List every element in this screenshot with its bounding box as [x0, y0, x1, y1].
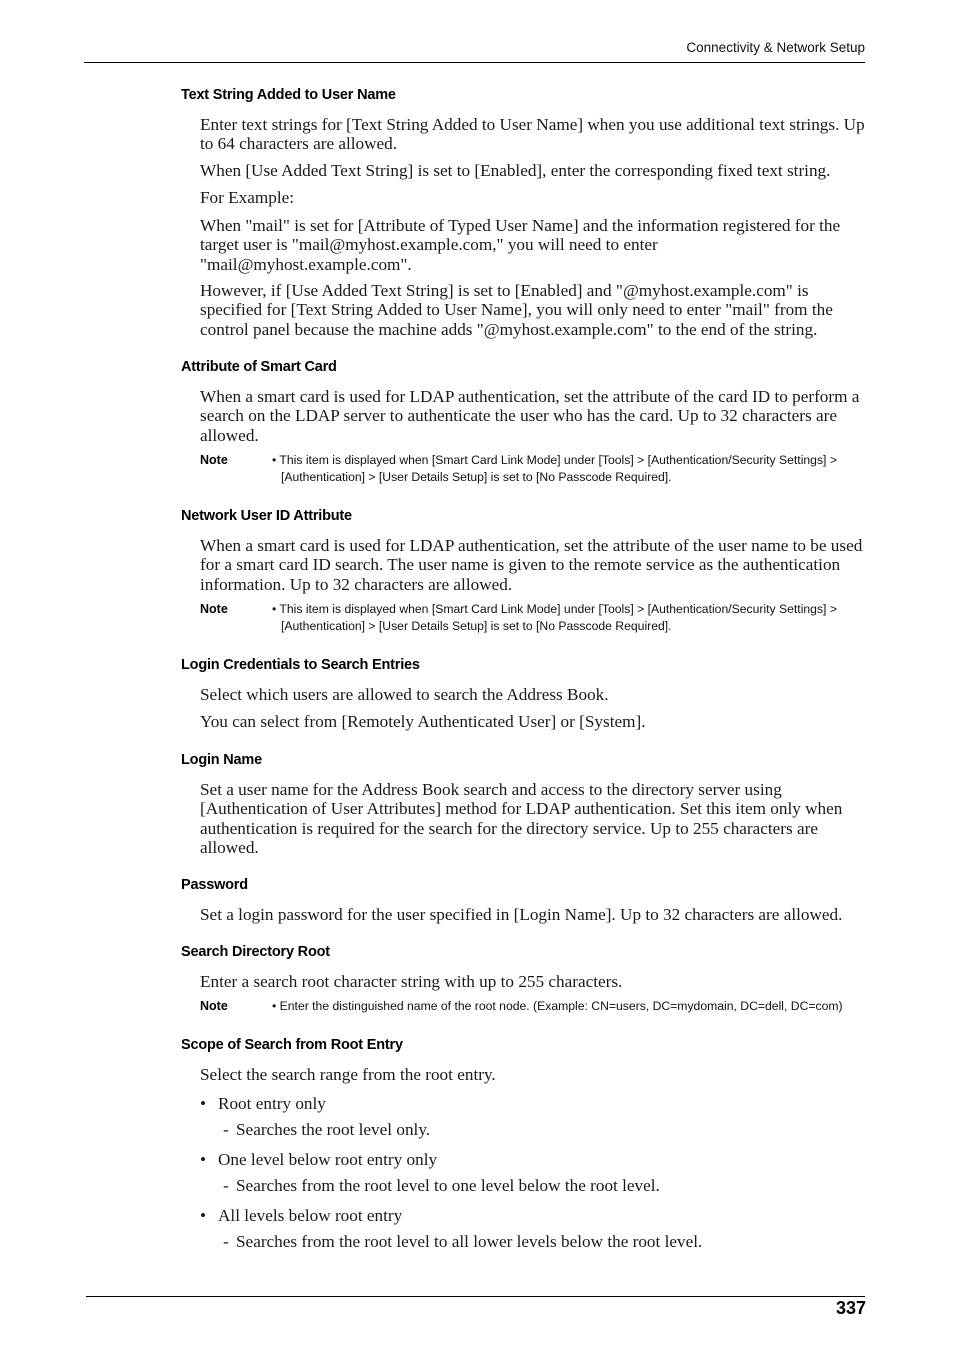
- note-label: Note: [200, 999, 228, 1013]
- bullet-icon: •: [200, 1094, 207, 1113]
- heading-scope-of-search: Scope of Search from Root Entry: [181, 1037, 403, 1053]
- note-text: • Enter the distinguished name of the root node. (Example: CN=users, DC=mydomain, DC=dell, DC=com): [272, 999, 843, 1013]
- paragraph: Select the search range from the root entry.: [200, 1065, 496, 1084]
- paragraph: Enter text strings for [Text String Added to User Name] when you use additional text strings. Up to 64 characters are allowed.: [200, 115, 865, 154]
- note-text: • This item is displayed when [Smart Card Link Mode] under [Tools] > [Authentication/Security Settings] > [Authentication] > [User Details Setup] is set to [No Passcode Required].: [272, 453, 837, 484]
- list-item: • One level below root entry only: [200, 1150, 438, 1169]
- list-item-description: - Searches the root level only.: [223, 1120, 431, 1139]
- dash-icon: -: [223, 1120, 229, 1139]
- bullet-icon: •: [200, 1150, 207, 1169]
- heading-network-user-id: Network User ID Attribute: [181, 508, 352, 524]
- heading-smart-card: Attribute of Smart Card: [181, 359, 337, 375]
- list-item-description: - Searches from the root level to one level below the root level.: [223, 1176, 660, 1195]
- paragraph: For Example:: [200, 188, 295, 207]
- paragraph: Set a user name for the Address Book search and access to the directory server using [Authentication of User Attributes] method for LDAP authentication. Set this item only when authentication is required for the search for the directory service. Up to 255 characters are allowed.: [200, 780, 843, 858]
- paragraph: When a smart card is used for LDAP authentication, set the attribute of the user name to be used for a smart card ID search. The user name is given to the remote service as the authentication information. Up to 32 characters are allowed.: [200, 536, 863, 594]
- paragraph: You can select from [Remotely Authenticated User] or [System].: [200, 712, 646, 731]
- paragraph: Enter a search root character string with up to 255 characters.: [200, 972, 623, 991]
- heading-text-string: Text String Added to User Name: [181, 87, 396, 103]
- dash-icon: -: [223, 1232, 229, 1251]
- heading-search-directory-root: Search Directory Root: [181, 944, 330, 960]
- footer-rule: [86, 1296, 865, 1297]
- paragraph: Set a login password for the user specified in [Login Name]. Up to 32 characters are allowed.: [200, 905, 843, 924]
- bullet-icon: •: [200, 1206, 207, 1225]
- list-item-description: - Searches from the root level to all lower levels below the root level.: [223, 1232, 703, 1251]
- list-item: • All levels below root entry: [200, 1206, 403, 1225]
- note-text: • This item is displayed when [Smart Card Link Mode] under [Tools] > [Authentication/Security Settings] > [Authentication] > [User Details Setup] is set to [No Passcode Required].: [272, 602, 837, 633]
- note-label: Note: [200, 602, 228, 616]
- paragraph: When a smart card is used for LDAP authentication, set the attribute of the card ID to perform a search on the LDAP server to authenticate the user who has the card. Up to 32 characters are allowed.: [200, 387, 860, 445]
- page-number: 337: [835, 1298, 866, 1318]
- heading-login-credentials: Login Credentials to Search Entries: [181, 657, 420, 673]
- list-item: • Root entry only: [200, 1094, 326, 1113]
- header-rule: [84, 62, 865, 63]
- running-header: Connectivity & Network Setup: [686, 40, 865, 55]
- paragraph: However, if [Use Added Text String] is set to [Enabled] and "@myhost.example.com" is specified for [Text String Added to User Name], you will only need to enter "mail" from the control panel because the machine adds "@myhost.example.com" to the end of the string.: [200, 281, 833, 339]
- paragraph: When "mail" is set for [Attribute of Typed User Name] and the information registered for the target user is "mail@myhost.example.com," you will need to enter "mail@myhost.example.com".: [200, 216, 841, 274]
- paragraph: When [Use Added Text String] is set to [Enabled], enter the corresponding fixed text string.: [200, 161, 831, 180]
- heading-login-name: Login Name: [181, 752, 262, 768]
- note-label: Note: [200, 453, 228, 467]
- dash-icon: -: [223, 1176, 229, 1195]
- paragraph: Select which users are allowed to search the Address Book.: [200, 685, 609, 704]
- heading-password: Password: [181, 877, 248, 893]
